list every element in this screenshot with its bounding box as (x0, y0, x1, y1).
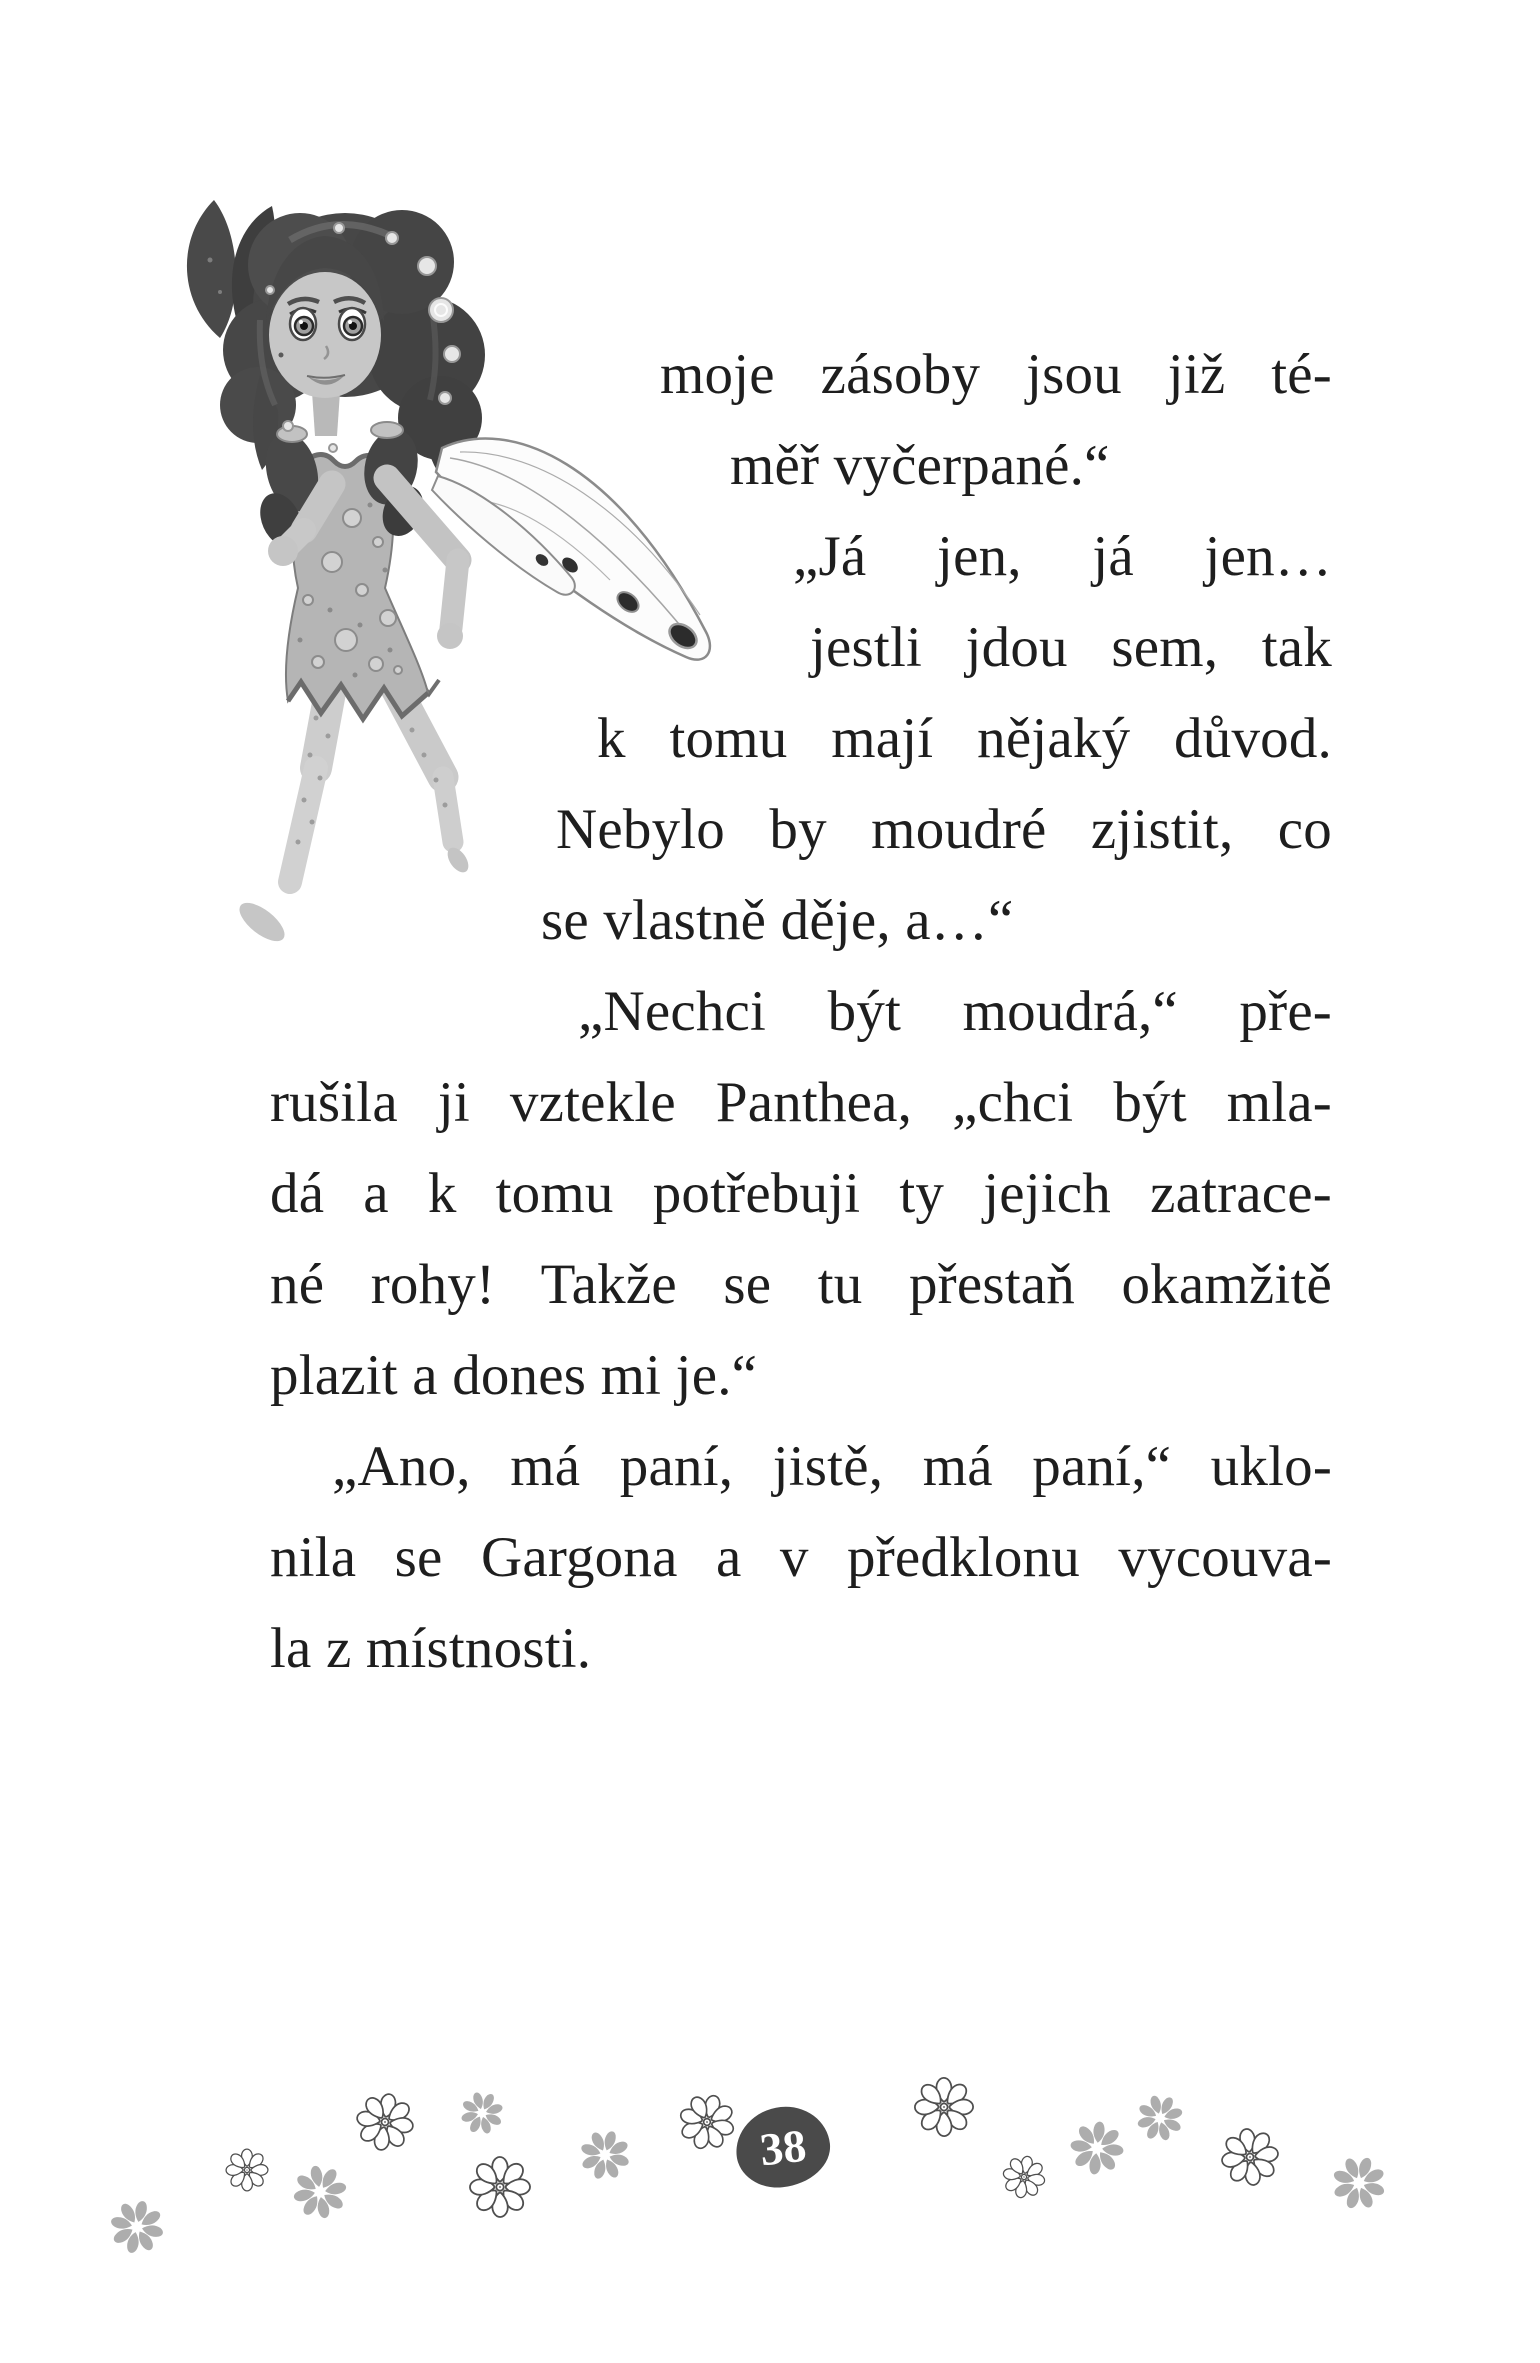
story-line: k tomu mají nějaký důvod. (597, 707, 1332, 770)
story-line: plazit a dones mi je.“ (270, 1344, 758, 1407)
story-line: rušila ji vztekle Panthea, „chci být mla- (270, 1071, 1332, 1134)
story-line: né rohy! Takže se tu přestaň okamžitě (270, 1253, 1332, 1316)
story-line: „Ano, má paní, jistě, má paní,“ uklo- (332, 1435, 1332, 1498)
story-line: nila se Gargona a v předklonu vycouva- (270, 1526, 1332, 1589)
flower-outline-icon (912, 2075, 976, 2139)
fairy-wings (432, 439, 710, 660)
flower-outline-icon (224, 2147, 270, 2193)
story-line: měř vyčerpané.“ (730, 434, 1110, 497)
story-line: dá a k tomu potřebuji ty jejich zatrace- (270, 1162, 1332, 1225)
flower-solid-icon (1320, 2144, 1398, 2222)
story-line: Nebylo by moudré zjistit, co (556, 798, 1332, 861)
neck (312, 392, 340, 436)
story-line: moje zásoby jsou již té- (660, 343, 1332, 406)
flower-outline-icon (349, 2086, 421, 2158)
flower-outline-icon (997, 2150, 1052, 2205)
flower-solid-icon (285, 2157, 355, 2227)
flower-solid-icon (1063, 2114, 1131, 2182)
story-line: „Nechci být moudrá,“ pře- (578, 980, 1332, 1043)
page-number-badge (732, 2102, 834, 2191)
flower-solid-icon (100, 2190, 173, 2263)
flower-outline-icon (1215, 2122, 1285, 2192)
story-line: „Já jen, já jen… (793, 525, 1332, 588)
story-line: se vlastně děje, a…“ (541, 889, 1014, 952)
flower-outline-icon (669, 2084, 745, 2160)
story-line: la z místnosti. (270, 1617, 592, 1680)
flower-solid-icon (569, 2119, 641, 2191)
page-number: 38 (757, 2119, 809, 2175)
flower-solid-icon (1128, 2086, 1192, 2150)
flower-solid-icon (449, 2080, 515, 2146)
story-line: jestli jdou sem, tak (810, 616, 1332, 679)
front-leg (233, 660, 354, 948)
flower-outline-icon (467, 2154, 533, 2220)
